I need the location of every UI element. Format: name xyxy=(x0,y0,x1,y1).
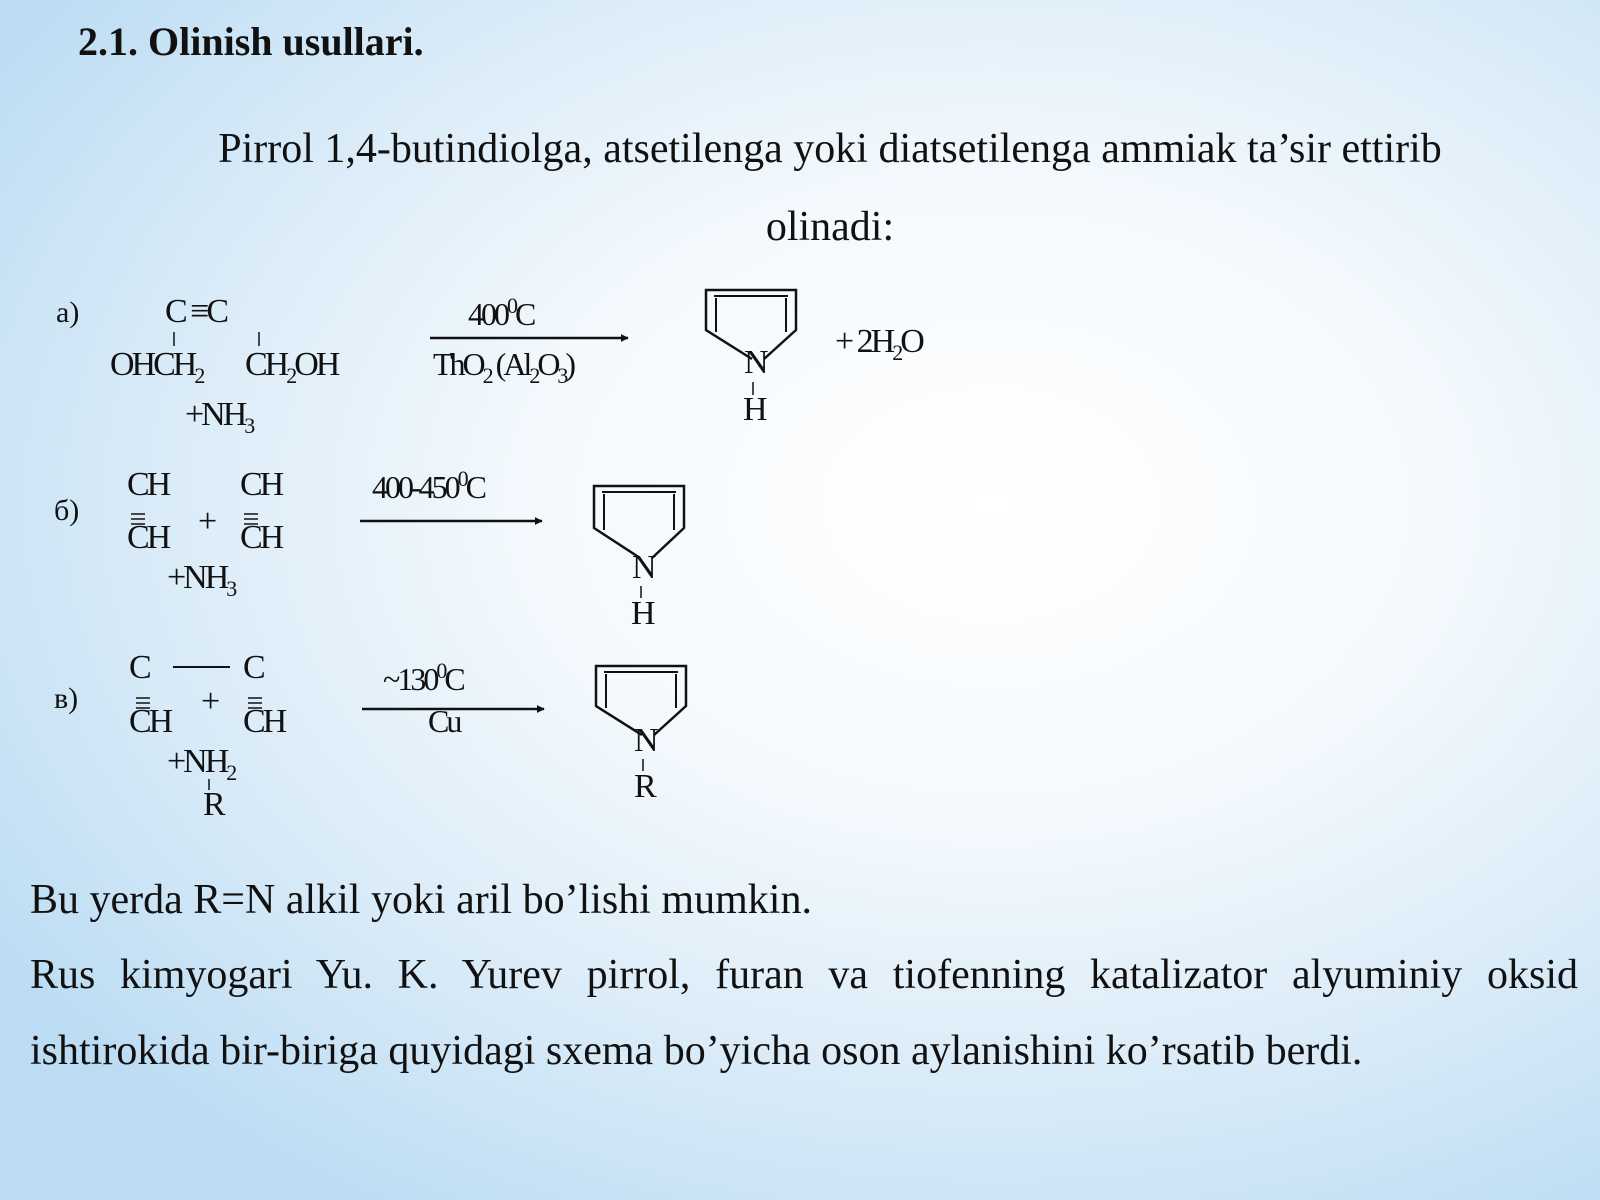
reaction-b-temperature: $400-450^0C$ xyxy=(372,466,484,505)
reaction-b-plus: + xyxy=(198,503,215,540)
reaction-v-amine-r: R xyxy=(203,786,223,823)
section-heading xyxy=(78,18,424,65)
reaction-a-catalyst: ThO$_2$ $(Al_2O_3)$ xyxy=(433,346,574,388)
reaction-v-temperature: $\sim 130^0C$ xyxy=(383,658,463,697)
reaction-b-label: б) xyxy=(54,494,80,527)
reaction-scheme xyxy=(0,270,1000,840)
reaction-a-label: a) xyxy=(56,296,80,329)
reaction-a-byproduct-water: + $2H_2O$ xyxy=(835,323,922,365)
reaction-a-ammonia: $+NH_3$ xyxy=(185,396,253,438)
yurev-paragraph: Rus kimyogari Yu. K. Yurev pirrol, furan va tiofenning katalizator alyuminiy oksid ishtirokida bir-biriga quyidagi sxema bo’yicha oson aylanishini ko’rsatib berdi. xyxy=(30,952,1578,1074)
reaction-a-triple-bond: C ≡C xyxy=(165,293,227,330)
reaction-b-product-nitrogen: N xyxy=(632,549,654,586)
reaction-v-bottom-left: CH xyxy=(129,703,171,740)
reaction-v-top-right: C xyxy=(243,649,263,686)
reaction-v-product-nitrogen: N xyxy=(634,722,656,759)
reaction-b xyxy=(54,466,684,632)
reaction-v-label: в) xyxy=(54,682,79,715)
reaction-v-amine: $+NH_2$ xyxy=(167,743,235,785)
section-number: 2.1 xyxy=(78,19,128,64)
note-paragraph: Bu yerda R=N alkil yoki aril bo’lishi mumkin. xyxy=(30,877,812,923)
reaction-b-top-right: CH xyxy=(240,466,282,503)
reaction-a-reactant-left: $OHCH_2$ xyxy=(110,346,203,388)
reaction-v-top-left: C xyxy=(129,649,149,686)
section-title: . Olinish usullari. xyxy=(128,19,424,64)
reaction-a-reactant-right: $CH_2OH$ xyxy=(245,346,338,388)
reaction-a xyxy=(56,290,924,438)
reaction-v-bottom-right: CH xyxy=(243,703,285,740)
reaction-b-ammonia: $+NH_3$ xyxy=(167,559,235,601)
reaction-b-top-left: CH xyxy=(127,466,169,503)
reaction-b-product-hydrogen: H xyxy=(631,595,653,632)
reaction-a-product-nitrogen: N xyxy=(744,344,766,381)
reaction-v xyxy=(54,649,686,823)
reaction-a-product-hydrogen: H xyxy=(743,391,765,428)
intro-paragraph: Pirrol 1,4-butindiolga, atsetilenga yoki diatsetilenga ammiak ta’sir ettirib olinadi: xyxy=(218,126,1442,250)
reaction-v-product-r: R xyxy=(634,768,654,805)
reaction-v-plus: + xyxy=(201,683,218,720)
reaction-b-bottom-left: CH xyxy=(127,519,169,556)
reaction-b-pyrrole-ring xyxy=(594,486,684,558)
reaction-a-temperature: $400^0C$ xyxy=(468,293,534,332)
reaction-v-catalyst: Cu xyxy=(428,703,460,739)
reaction-b-bottom-right: CH xyxy=(240,519,282,556)
